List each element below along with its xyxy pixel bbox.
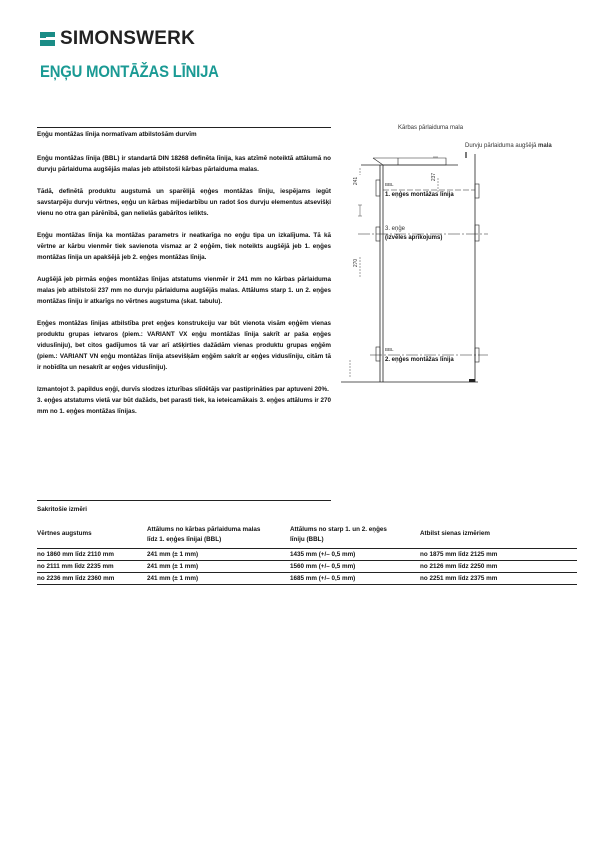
table-row xyxy=(37,573,577,585)
page-title: EŅĢU MONTĀŽAS LĪNIJA xyxy=(40,63,219,81)
table-cell: 1435 mm (+/– 0,5 mm) xyxy=(290,549,420,561)
table-row xyxy=(37,561,577,573)
table-cell: 241 mm (± 1 mm) xyxy=(147,573,290,585)
dim-237-label: 237 xyxy=(431,172,438,182)
column-header: Attālums no starp 1. un 2. eņģes līniju (BBL) xyxy=(290,526,387,543)
hinge3-sub-label: (izvēles aprīkojums) xyxy=(385,235,443,241)
paragraph: Eņģu montāžas līnija ka montāžas parametrs ir neatkarīga no eņģu tipa un izkalījuma. Tā kā vērtne ar kārbu vienmēr tiek savienota vismaz ar 2 eņģēm, tiek noteikts augšējā jeb 1. eņģes montāžas līnija un apakšējā jeb 2. eņģes montāžas līnija. xyxy=(37,232,331,261)
table-header-row xyxy=(37,523,577,549)
section-heading: Eņģu montāžas līnija normatīvam atbilstošām durvīm xyxy=(37,131,197,138)
table-cell: no 2236 mm līdz 2360 mm xyxy=(37,573,147,585)
table-cell: no 1875 mm līdz 2125 mm xyxy=(420,549,577,561)
table-cell: no 2251 mm līdz 2375 mm xyxy=(420,573,577,585)
bbl-label-1: BBL xyxy=(385,182,394,187)
table-divider xyxy=(37,500,331,501)
hinge-line-diagram xyxy=(338,120,588,400)
table-cell: 241 mm (± 1 mm) xyxy=(147,549,290,561)
hinge2-label: 2. eņģes montāžas līnija xyxy=(385,357,454,363)
table-cell: 1560 mm (+/– 0,5 mm) xyxy=(290,561,420,573)
door-edge-label-suffix: mala xyxy=(538,143,552,149)
hinge1-label: 1. eņģes montāžas līnija xyxy=(385,192,454,198)
paragraph: Tādā, definētā produktu augstumā un sparēlijā eņģes montāžas līniju, iespējams iegūt savstarpēju durvju vērtnes, eņģu un kārbas mijiedarbību un radot šos durvju elementus atsevišķi vienu no otra gan pārēnībā, gan nelielās gabārītos ielikts. xyxy=(37,188,331,217)
paragraph: Eņģu montāžas līnija (BBL) ir standartā DIN 18268 definēta līnija, kas atzīmē noteiktā attālumā no durvju pārlaiduma augšējās malas jeb atbilstoši kārbas pārlaiduma malas. xyxy=(37,155,331,173)
hinge3-label: 3. eņģe xyxy=(385,226,406,232)
table-cell: 241 mm (± 1 mm) xyxy=(147,561,290,573)
brand-logo xyxy=(40,28,195,50)
paragraph: 3. eņģes atstatums vietā var būt dažāds, bet parasti tiek, ka ieteicamākais 3. eņģes attālums ir 270 mm no 1. eņģes montāžas līnijas. xyxy=(37,397,331,415)
door-edge-label-prefix: Durvju pārlaiduma augšējā xyxy=(465,143,537,149)
table-cell: no 1860 mm līdz 2110 mm xyxy=(37,549,147,561)
table-cell: 1685 mm (+/– 0,5 mm) xyxy=(290,573,420,585)
paragraph: Eņģes montāžas līnijas atbilstība pret eņģes konstrukciju var būt vienota visām eņģēm vienas produktu grupas ietvaros (piem.: VARIANT VX eņģu montāžas līnija sakrīt ar paša eņģes viduslīniju), bet citos gadījumos tā var arī atšķirties dažādām vienas produktu grupas eņģēm (piem.: VARIANT VN eņģu montāžas līnija atsevišķām eņģēm sakrīt ar eņģes viduslīniju, citām tā ir nobīdīta un nesakrīt ar eņģes viduslīniju). xyxy=(37,320,331,371)
table-cell: no 2126 mm līdz 2250 mm xyxy=(420,561,577,573)
dim-241-label: 241 xyxy=(353,176,360,186)
paragraph: Izmantojot 3. papildus eņģi, durvīs slodzes izturības slīdētājs var pastiprināties par aptuveni 20%. xyxy=(37,386,329,393)
paragraph: Augšējā jeb pirmās eņģes montāžas līnijas atstatums vienmēr ir 241 mm no kārbas pārlaiduma malas jeb atbilstoši 237 mm no durvju pārlaiduma augšējās malas. Attālums starp 1. un 2. eņģes montāžas līniju ir atkarīgs no vērtnes augstuma (skat. tabulu). xyxy=(37,276,331,305)
table-heading: Sakritošie izmēri xyxy=(37,506,88,513)
dim-270-label: 270 xyxy=(353,258,360,268)
diagram-drawing xyxy=(338,120,588,400)
table-row xyxy=(37,549,577,561)
frame-profile xyxy=(373,158,446,165)
brand-name: SIMONSWERK xyxy=(60,28,195,49)
section-divider xyxy=(37,127,331,128)
hinge-marker-1 xyxy=(475,184,479,198)
column-header: Atbilst sienas izmēriem xyxy=(420,530,490,537)
simonswerk-logo-icon xyxy=(40,32,55,46)
column-header: Attālums no kārbas pārlaiduma malas līdz 1. eņģes līnijai (BBL) xyxy=(147,526,261,543)
table-cell: no 2111 mm līdz 2235 mm xyxy=(37,561,147,573)
body-text xyxy=(37,153,331,428)
frame-edge-label: Kārbas pārlaiduma mala xyxy=(398,125,464,131)
bbl-label-2: BBL xyxy=(385,347,394,352)
column-header: Vērtnes augstums xyxy=(37,530,92,537)
hinge-marker-3 xyxy=(475,225,479,241)
dimensions-table xyxy=(37,523,577,585)
